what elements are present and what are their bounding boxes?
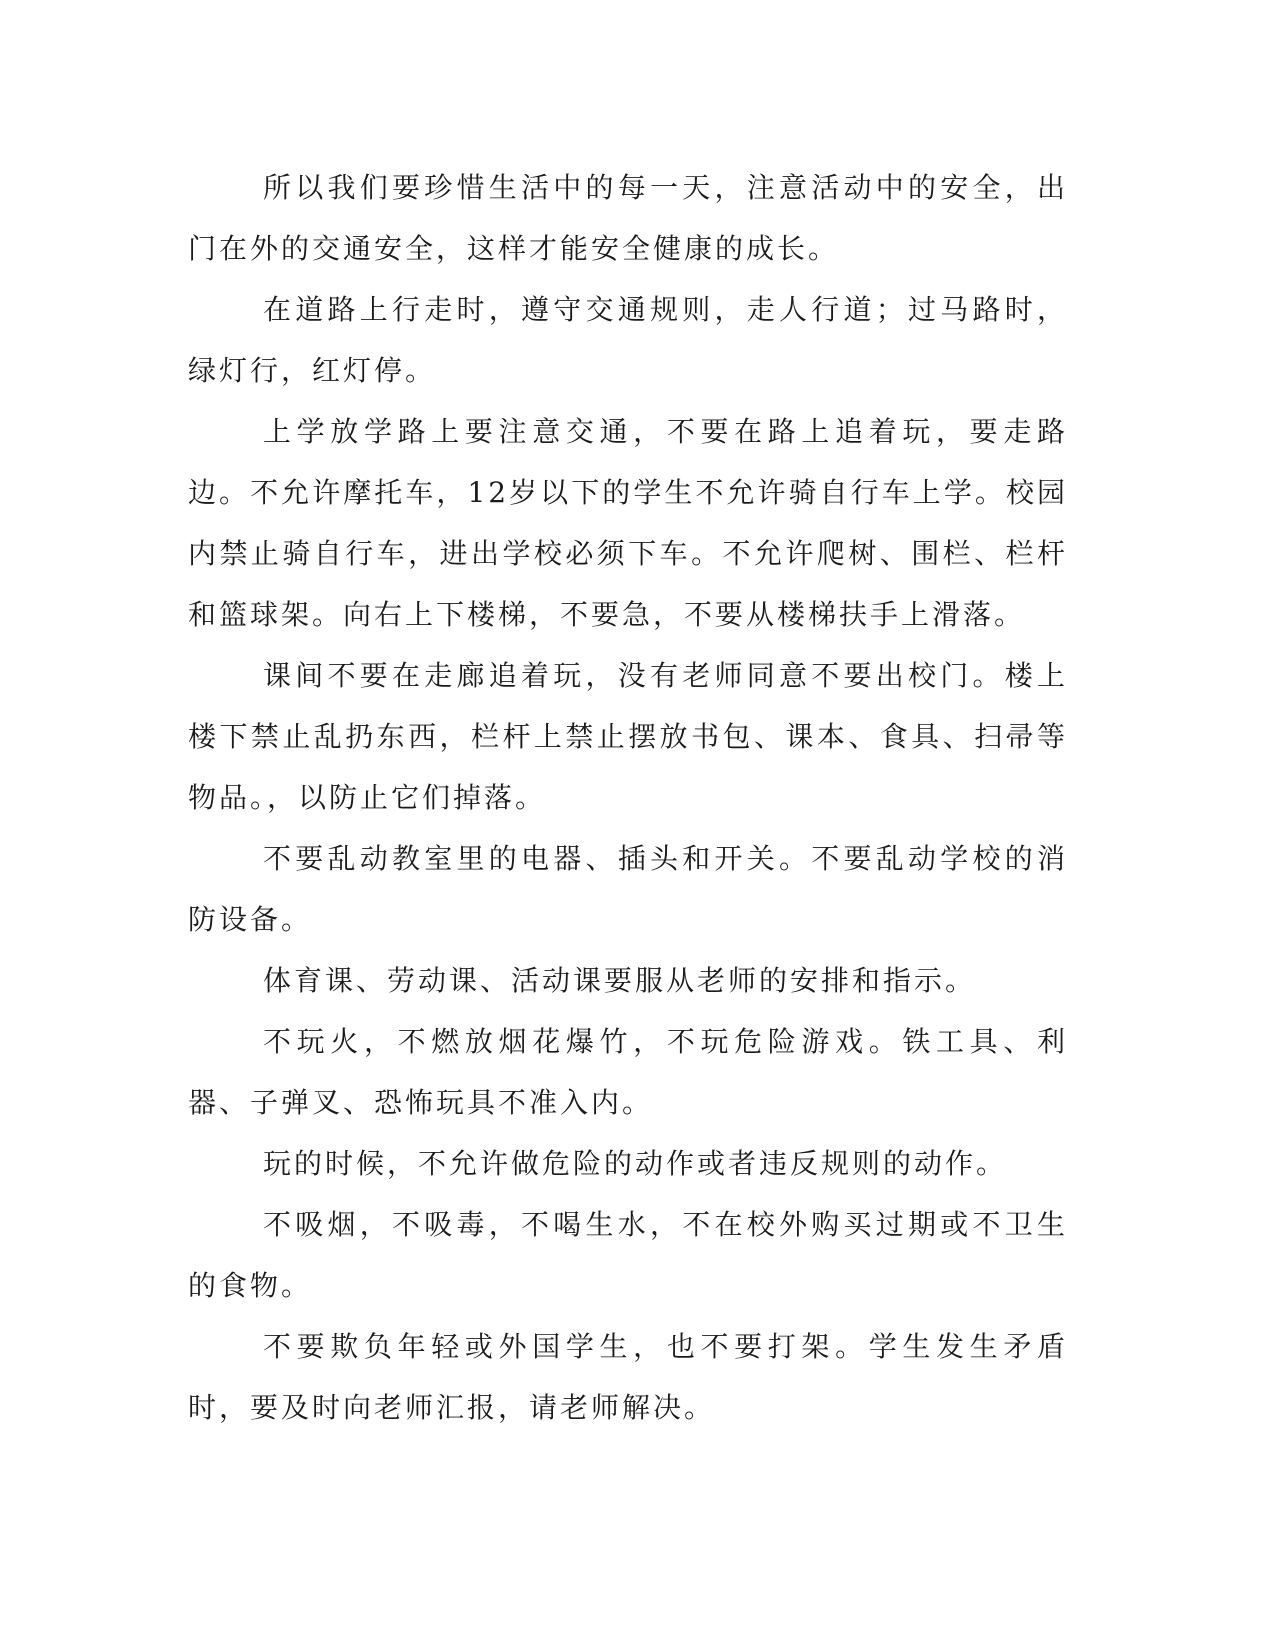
paragraph-4: 课间不要在走廊追着玩，没有老师同意不要出校门。楼上楼下禁止乱扔东西，栏杆上禁止摆放书包、课本、食具、扫帚等物品。，以防止它们掉落。 [188, 659, 1068, 814]
paragraph-8: 玩的时候，不允许做危险的动作或者违反规则的动作。 [263, 1147, 1008, 1180]
paragraph-10: 不要欺负年轻或外国学生，也不要打架。学生发生矛盾时，要及时向老师汇报，请老师解决。 [188, 1330, 1068, 1424]
paragraph-9: 不吸烟，不吸毒，不喝生水，不在校外购买过期或不卫生的食物。 [188, 1208, 1068, 1302]
paragraph-6: 体育课、劳动课、活动课要服从老师的安排和指示。 [263, 964, 977, 997]
paragraph-7: 不玩火，不燃放烟花爆竹，不玩危险游戏。铁工具、利器、子弹叉、恐怖玩具不准入内。 [188, 1025, 1068, 1119]
paragraph-5: 不要乱动教室里的电器、插头和开关。不要乱动学校的消防设备。 [188, 842, 1068, 936]
paragraph-3: 上学放学路上要注意交通，不要在路上追着玩，要走路边。不允许摩托车，12岁以下的学生不允许骑自行车上学。校园内禁止骑自行车，进出学校必须下车。不允许爬树、围栏、栏杆和篮球架。向右上下楼梯，不要急，不要从楼梯扶手上滑落。 [188, 415, 1068, 631]
paragraph-2: 在道路上行走时，遵守交通规则，走人行道；过马路时，绿灯行，红灯停。 [188, 293, 1068, 387]
paragraph-1: 所以我们要珍惜生活中的每一天，注意活动中的安全，出门在外的交通安全，这样才能安全健康的成长。 [188, 171, 1068, 265]
document-body [188, 157, 1068, 1438]
